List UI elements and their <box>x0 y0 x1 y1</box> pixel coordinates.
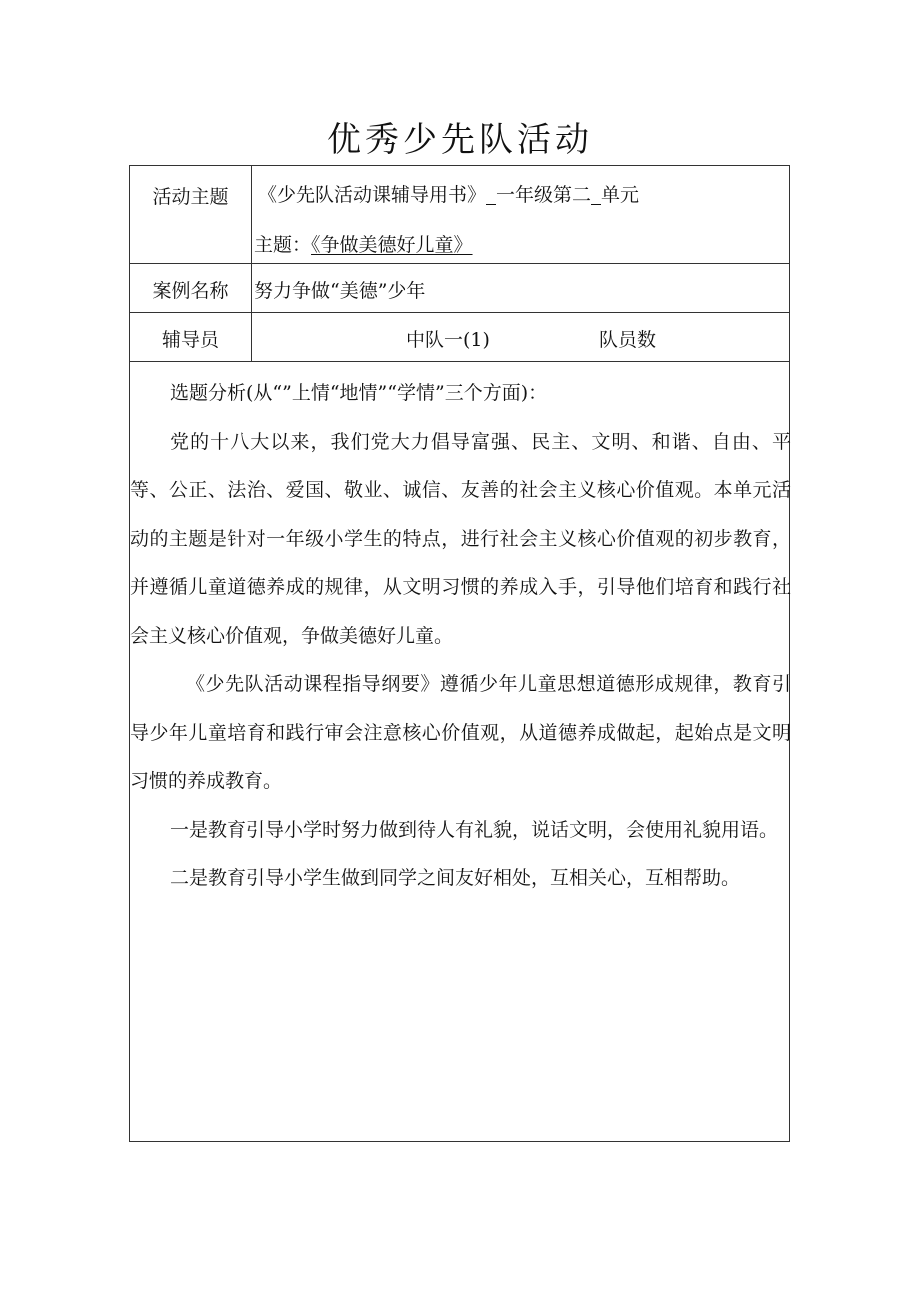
counselor-label: 辅导员 <box>161 329 219 351</box>
case-name-row <box>130 264 789 313</box>
squad-value: 中队一(1) <box>406 329 490 351</box>
unit-text: 单元 <box>601 184 640 206</box>
grade-blank <box>486 184 496 205</box>
theme-line-1 <box>258 180 639 207</box>
analysis-paragraph: 一是教育引导小学时努力做到待人有礼貌，说话文明，会使用礼貌用语。 <box>170 818 779 841</box>
book-title: 《少先队活动课辅导用书》 <box>258 184 487 206</box>
theme-row <box>130 166 789 264</box>
activity-form-table <box>129 165 790 1142</box>
grade-text: 一年级第二 <box>496 184 592 206</box>
members-label: 队员数 <box>599 329 657 351</box>
case-name-value: 努力争做“美德”少年 <box>254 280 426 302</box>
topic-analysis-section <box>130 362 791 903</box>
analysis-paragraph: 《少先队活动课程指导纲要》遵循少年儿童思想道德形成规律，教育引导少年儿童培育和践行审会注意核心价值观，从道德养成做起，起始点是文明习惯的养成教育。 <box>130 673 791 792</box>
counselor-row <box>130 313 789 362</box>
case-name-label: 案例名称 <box>152 280 229 302</box>
analysis-paragraph: 党的十八大以来，我们党大力倡导富强、民主、文明、和谐、自由、平等、公正、法治、爱国、敬业、诚信、友善的社会主义核心价值观。本单元活动的主题是针对一年级小学生的特点，进行社会主义核心价值观的初步教育，并遵循儿童道德养成的规律，从文明习惯的养成入手，引导他们培育和践行社会主义核心价值观，争做美德好儿童。 <box>130 430 791 647</box>
analysis-heading: 选题分析(从“”上情“地情”“学情”三个方面)： <box>170 382 548 404</box>
theme-line-2 <box>254 230 473 257</box>
analysis-paragraph: 二是教育引导小学生做到同学之间友好相处，互相关心，互相帮助。 <box>170 867 741 889</box>
subject-value: 《争做美德好儿童》 <box>311 234 473 256</box>
unit-blank <box>591 184 601 205</box>
theme-label: 活动主题 <box>152 186 229 208</box>
page-title: 优秀少先队活动 <box>327 120 593 160</box>
subject-label: 主题： <box>254 234 312 256</box>
